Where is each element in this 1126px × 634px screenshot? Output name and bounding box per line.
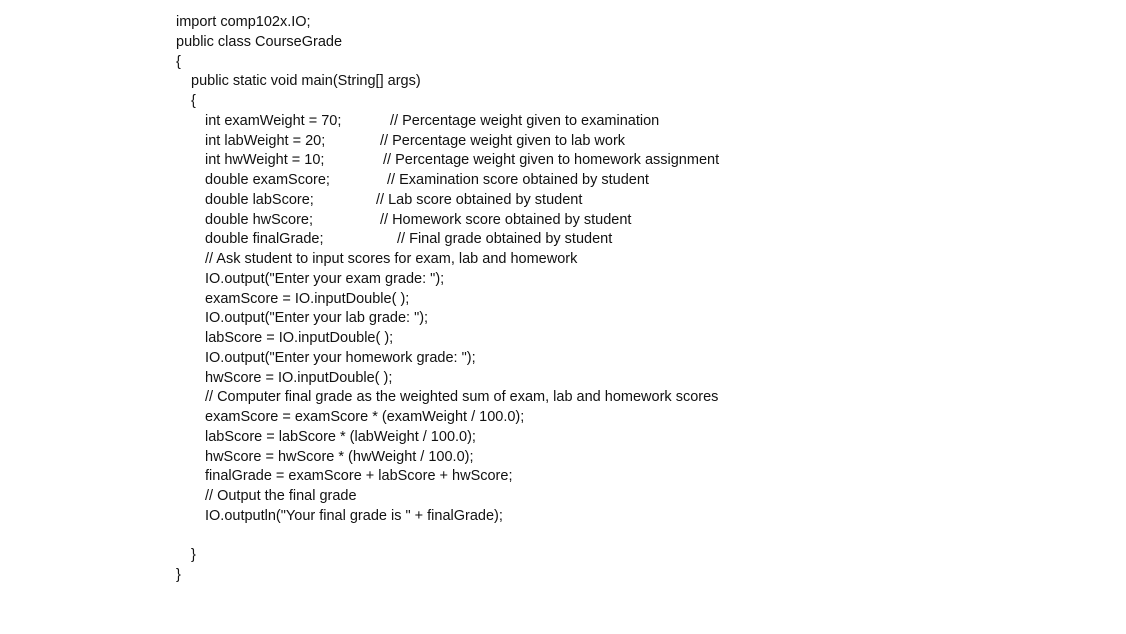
code-text: examScore = examScore * (examWeight / 100.0); bbox=[205, 409, 525, 425]
code-text: // Output the final grade bbox=[205, 488, 357, 504]
code-line bbox=[176, 527, 719, 547]
code-text: int examWeight = 70; bbox=[205, 112, 342, 129]
code-comment: // Percentage weight given to lab work bbox=[380, 132, 626, 149]
code-line bbox=[176, 467, 719, 487]
code-text: labScore = labScore * (labWeight / 100.0); bbox=[205, 428, 476, 445]
code-text: double hwScore; bbox=[205, 211, 314, 228]
code-text: { bbox=[176, 53, 181, 70]
code-line bbox=[176, 270, 719, 290]
code-text: // Ask student to input scores for exam, lab and homework bbox=[205, 251, 578, 267]
code-line bbox=[176, 290, 719, 310]
code-line bbox=[176, 546, 719, 566]
code-text: IO.output("Enter your lab grade: "); bbox=[205, 310, 429, 327]
code-text: examScore = IO.inputDouble( ); bbox=[205, 290, 410, 307]
code-comment: // Final grade obtained by student bbox=[397, 231, 613, 248]
code-line bbox=[176, 448, 719, 468]
code-line bbox=[176, 92, 719, 112]
code-line bbox=[176, 408, 719, 428]
code-line bbox=[176, 53, 719, 73]
code-text: } bbox=[191, 547, 196, 564]
code-line bbox=[176, 132, 719, 152]
code-line bbox=[176, 369, 719, 389]
code-line bbox=[176, 171, 719, 191]
code-text: double finalGrade; bbox=[205, 231, 324, 248]
code-line bbox=[176, 388, 719, 408]
code-comment: // Homework score obtained by student bbox=[380, 211, 632, 228]
code-text: IO.output("Enter your homework grade: "); bbox=[205, 349, 476, 366]
code-text: hwScore = hwScore * (hwWeight / 100.0); bbox=[205, 448, 474, 465]
code-line bbox=[176, 13, 719, 33]
code-comment: // Percentage weight given to homework assignment bbox=[383, 152, 720, 169]
code-line bbox=[176, 349, 719, 369]
code-text: hwScore = IO.inputDouble( ); bbox=[205, 369, 393, 386]
code-line bbox=[176, 112, 719, 132]
code-line bbox=[176, 191, 719, 211]
code-text: int hwWeight = 10; bbox=[205, 152, 325, 169]
code-line bbox=[176, 487, 719, 507]
code-line bbox=[176, 329, 719, 349]
code-listing bbox=[176, 13, 719, 586]
code-line bbox=[176, 309, 719, 329]
code-text: IO.output("Enter your exam grade: "); bbox=[205, 270, 445, 287]
code-text: public class CourseGrade bbox=[176, 33, 343, 50]
code-comment: // Percentage weight given to examination bbox=[390, 112, 660, 129]
code-text: } bbox=[176, 567, 181, 583]
code-comment: // Examination score obtained by student bbox=[387, 172, 649, 188]
code-text: labScore = IO.inputDouble( ); bbox=[205, 330, 394, 346]
code-text: // Computer final grade as the weighted sum of exam, lab and homework scores bbox=[205, 389, 719, 406]
code-line bbox=[176, 250, 719, 270]
code-text: { bbox=[191, 93, 196, 109]
code-text: public static void main(String[] args) bbox=[191, 73, 421, 90]
code-text: int labWeight = 20; bbox=[205, 132, 326, 149]
code-line bbox=[176, 230, 719, 250]
code-line bbox=[176, 72, 719, 92]
code-text: import comp102x.IO; bbox=[176, 14, 311, 30]
code-text: double examScore; bbox=[205, 172, 330, 188]
code-line bbox=[176, 428, 719, 448]
code-line bbox=[176, 507, 719, 527]
code-text: double labScore; bbox=[205, 191, 314, 208]
code-comment: // Lab score obtained by student bbox=[376, 191, 583, 208]
code-text: IO.outputln("Your final grade is " + finalGrade); bbox=[205, 507, 503, 524]
code-line bbox=[176, 151, 719, 171]
code-line bbox=[176, 566, 719, 586]
code-text: finalGrade = examScore + labScore + hwScore; bbox=[205, 468, 513, 485]
code-line bbox=[176, 211, 719, 231]
code-line bbox=[176, 33, 719, 53]
